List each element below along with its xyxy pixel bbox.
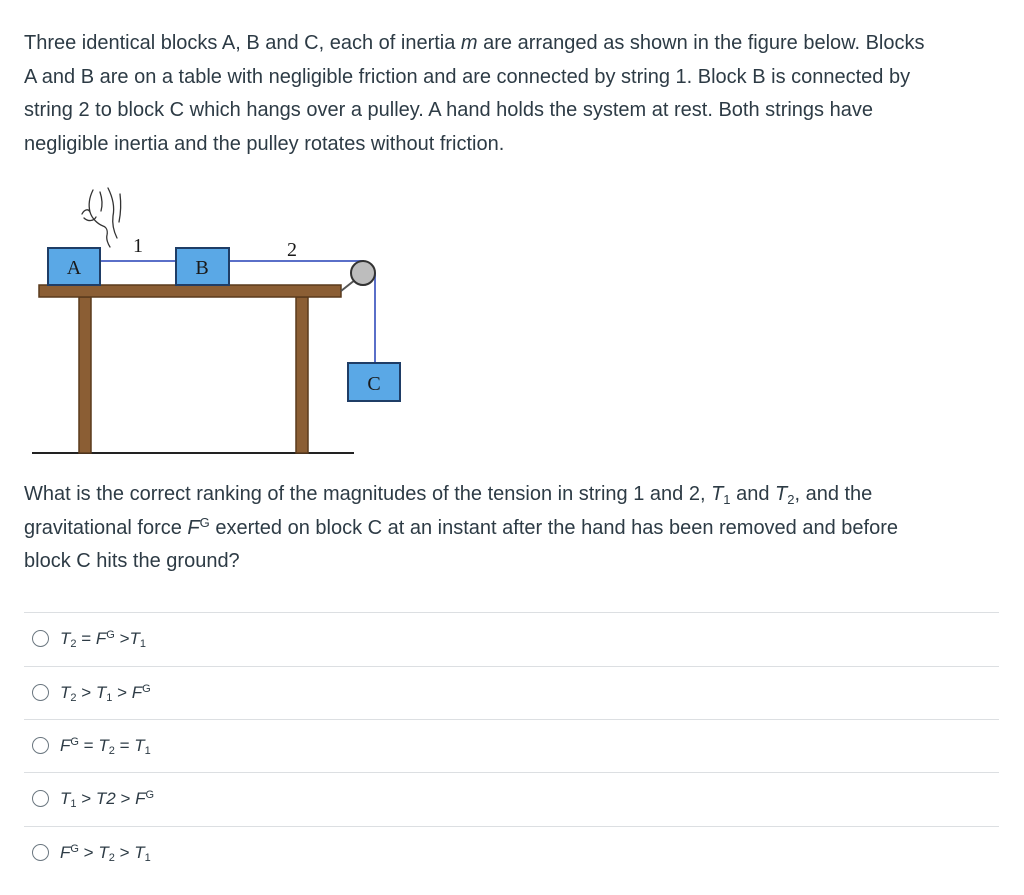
option-label <box>60 681 151 705</box>
pulley <box>351 261 375 285</box>
question-line-4: negligible inertia and the pulley rotates without friction. <box>24 132 505 155</box>
option-term: T <box>60 789 71 808</box>
table-top <box>39 285 341 297</box>
option-subscript: 1 <box>144 852 151 864</box>
block-c-label: C <box>367 373 381 395</box>
prompt-part-5: block C hits the ground? <box>24 550 240 572</box>
table-leg-left <box>79 297 91 453</box>
radio-button[interactable] <box>32 630 49 647</box>
answer-option-2[interactable] <box>24 666 999 719</box>
prompt-text <box>24 478 1004 579</box>
option-operator: = <box>78 736 99 755</box>
option-term: T <box>95 683 107 702</box>
question-line-3: string 2 to block C which hangs over a pulley. A hand holds the system at rest. Both strings have <box>24 99 873 121</box>
option-operator: > <box>76 789 96 808</box>
option-term: T <box>129 629 140 648</box>
option-label <box>60 841 151 865</box>
prompt-part-3: gravitational force <box>24 516 188 539</box>
option-subscript: 1 <box>106 692 113 704</box>
option-operator: > <box>114 843 135 862</box>
table-leg-right <box>296 297 308 453</box>
question-line-1-rest: are arranged as shown in the figure below. Blocks <box>477 32 925 54</box>
option-term: T <box>60 629 71 648</box>
radio-button[interactable] <box>32 844 49 861</box>
answer-option-4[interactable] <box>24 772 999 825</box>
option-subscript: 2 <box>108 745 115 757</box>
option-term: T <box>134 736 145 755</box>
prompt-part-1: What is the correct ranking of the magnitudes of the tension in string 1 and 2, <box>24 483 712 505</box>
block-a-label: A <box>66 257 82 279</box>
option-subscript: 1 <box>139 638 147 650</box>
t1-subscript: 1 <box>723 492 731 507</box>
string-1-label: 1 <box>133 235 143 257</box>
radio-button[interactable] <box>32 790 49 807</box>
answer-option-1[interactable] <box>24 612 999 665</box>
inertia-symbol: m <box>460 32 478 54</box>
question-line-2: A and B are on a table with negligible friction and are connected by string 1. Block B is connected by <box>24 65 911 88</box>
prompt-part-2: , and the <box>794 483 873 505</box>
option-term: T2 <box>95 789 116 808</box>
option-label <box>60 734 151 758</box>
t2-subscript: 2 <box>787 492 795 507</box>
option-superscript: G <box>70 843 79 855</box>
option-subscript: 1 <box>144 745 151 757</box>
option-term: F <box>135 789 146 808</box>
option-subscript: 1 <box>70 798 77 810</box>
option-term: T <box>134 843 145 862</box>
option-superscript: G <box>145 789 155 801</box>
t2-symbol: T <box>775 483 788 505</box>
option-subscript: 2 <box>70 638 77 650</box>
option-superscript: G <box>106 629 115 641</box>
hand-icon <box>82 188 121 247</box>
option-label <box>60 787 154 811</box>
option-term: T <box>98 736 109 755</box>
fg-superscript: G <box>199 514 210 530</box>
option-operator: > <box>76 683 96 702</box>
prompt-part-4: exerted on block C at an instant after the hand has been removed and before <box>209 516 898 539</box>
blocks-pulley-figure <box>24 172 404 464</box>
radio-button[interactable] <box>32 737 49 754</box>
fg-symbol: F <box>187 516 200 539</box>
option-operator: > <box>78 843 99 862</box>
option-subscript: 2 <box>108 852 115 864</box>
option-superscript: G <box>70 736 79 748</box>
option-operator: > <box>115 789 136 808</box>
option-term: F <box>95 629 107 648</box>
string-2-label: 2 <box>287 239 297 261</box>
and-word: and <box>730 483 775 505</box>
radio-button[interactable] <box>32 684 49 701</box>
option-term: T <box>60 683 71 702</box>
option-superscript: G <box>142 683 151 695</box>
option-subscript: 2 <box>70 692 77 704</box>
option-label <box>60 627 146 651</box>
question-text <box>24 27 1004 161</box>
answer-option-5[interactable] <box>24 826 999 879</box>
question-line-1: Three identical blocks A, B and C, each of inertia <box>24 32 461 54</box>
option-term: F <box>60 736 71 755</box>
option-operator: > <box>112 683 132 702</box>
option-operator: > <box>114 629 130 648</box>
answer-option-3[interactable] <box>24 719 999 772</box>
option-operator: = <box>76 629 96 648</box>
option-term: T <box>98 843 109 862</box>
option-term: F <box>60 843 71 862</box>
option-term: F <box>131 683 143 702</box>
t1-symbol: T <box>711 483 724 505</box>
block-b-label: B <box>195 257 209 279</box>
option-operator: = <box>114 736 135 755</box>
